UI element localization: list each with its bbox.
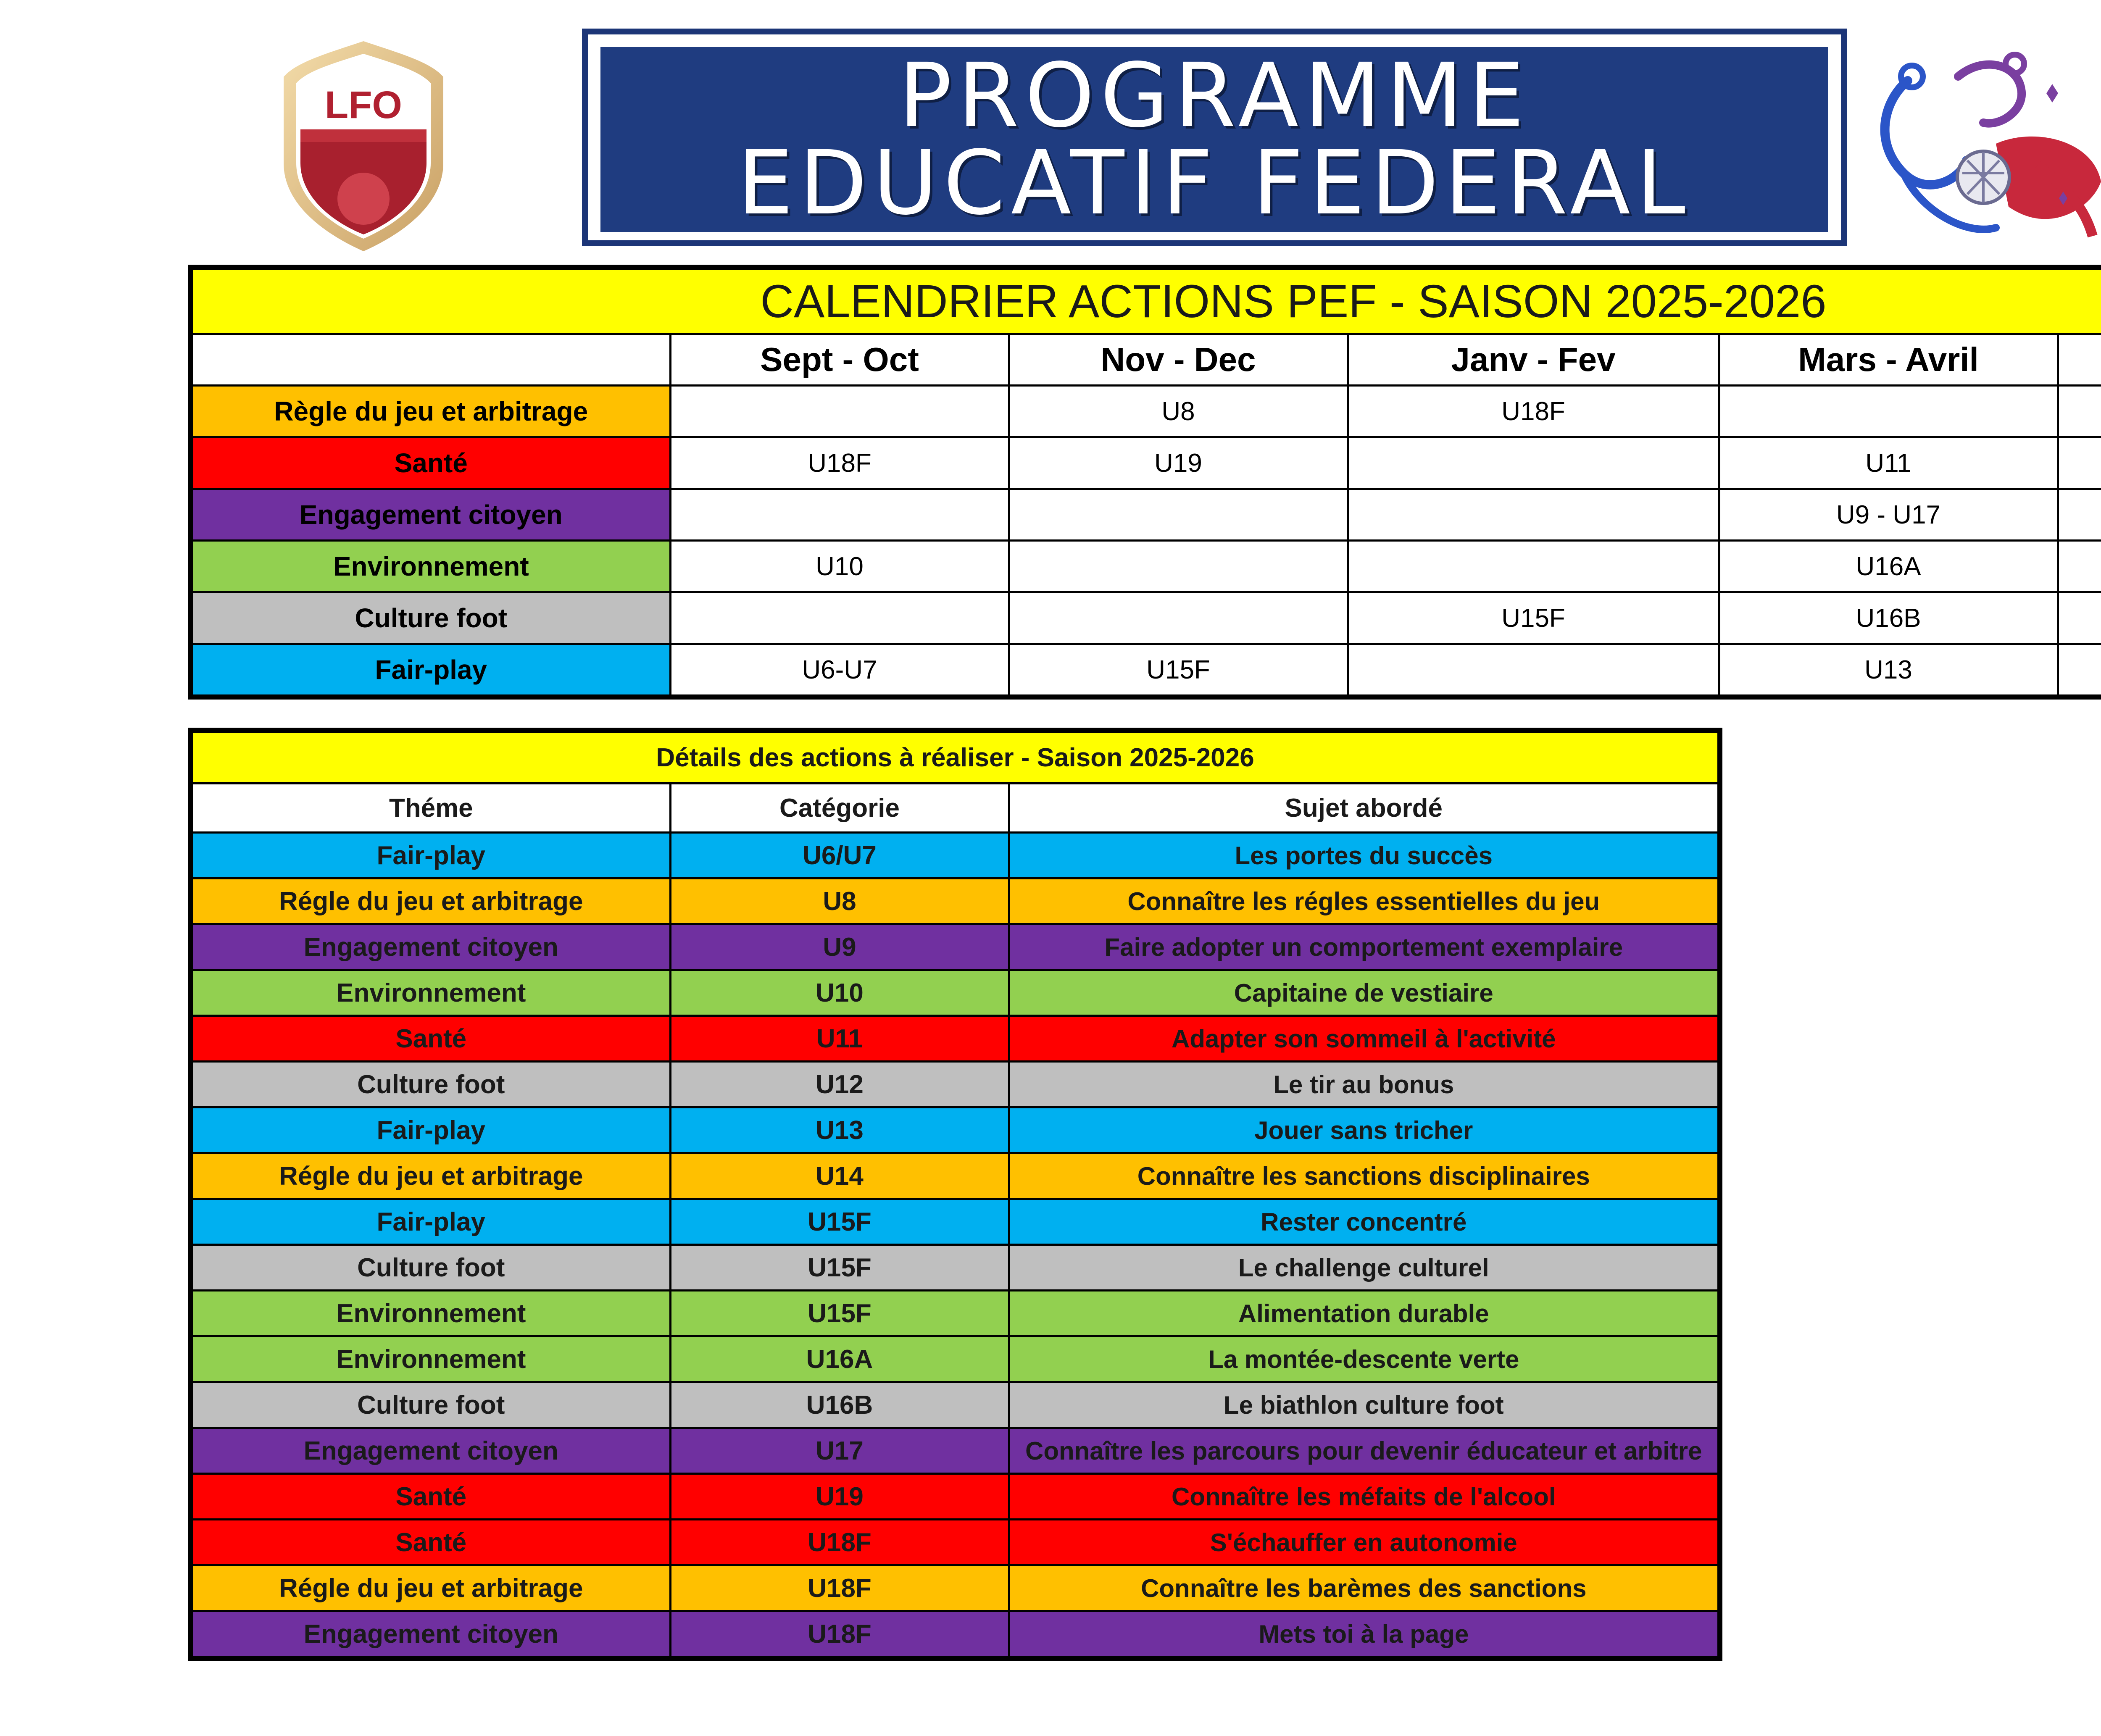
details-row [190, 879, 1720, 924]
calendar-cell: U8 [1009, 386, 1348, 437]
calendar-theme-cell: Environnement [190, 541, 670, 592]
details-row [190, 1153, 1720, 1199]
details-table [188, 728, 1722, 1661]
details-row [190, 1291, 1720, 1336]
details-subject-cell: Capitaine de vestiaire [1009, 970, 1720, 1016]
calendar-header-empty [190, 334, 670, 386]
details-row [190, 1336, 1720, 1382]
details-theme-cell: Santé [190, 1016, 670, 1062]
details-row [190, 1199, 1720, 1245]
details-subject-cell: Connaître les méfaits de l'alcool [1009, 1474, 1720, 1520]
calendar-header-row [190, 334, 2101, 386]
details-category-cell: U15F [670, 1291, 1009, 1336]
calendar-cell: U15F [1348, 592, 1719, 644]
calendar-cell: U16B [1719, 592, 2058, 644]
details-theme-cell: Fair-play [190, 833, 670, 879]
details-theme-cell: Fair-play [190, 1107, 670, 1153]
details-theme-cell: Engagement citoyen [190, 1611, 670, 1659]
calendar-cell [2058, 644, 2101, 697]
details-subject-cell: Connaître les sanctions disciplinaires [1009, 1153, 1720, 1199]
details-subject-cell: La montée-descente verte [1009, 1336, 1720, 1382]
calendar-theme-cell: Règle du jeu et arbitrage [190, 386, 670, 437]
calendar-cell: U18F [1348, 386, 1719, 437]
details-category-cell: U14 [670, 1153, 1009, 1199]
calendar-cell [1348, 541, 1719, 592]
details-subject-cell: Le tir au bonus [1009, 1062, 1720, 1107]
calendar-theme-cell: Fair-play [190, 644, 670, 697]
details-category-cell: U11 [670, 1016, 1009, 1062]
details-row [190, 1062, 1720, 1107]
calendar-table [188, 265, 2101, 700]
details-subject-cell: Rester concentré [1009, 1199, 1720, 1245]
details-theme-cell: Régle du jeu et arbitrage [190, 1565, 670, 1611]
details-category-cell: U19 [670, 1474, 1009, 1520]
details-header-row [190, 784, 1720, 833]
banner-title-line2: EDUCATIF FEDERAL [737, 132, 1691, 232]
period-header: Mars - Avril [1719, 334, 2058, 386]
calendar-cell [670, 592, 1009, 644]
details-subject-cell: S'échauffer en autonomie [1009, 1520, 1720, 1565]
calendar-cell [1719, 386, 2058, 437]
details-row [190, 1245, 1720, 1291]
calendar-title: CALENDRIER ACTIONS PEF - SAISON 2025-2026 [190, 267, 2101, 334]
details-row [190, 1107, 1720, 1153]
calendar-cell [670, 386, 1009, 437]
details-category-cell: U6/U7 [670, 833, 1009, 879]
calendar-row [190, 592, 2101, 644]
details-subject-cell: Adapter son sommeil à l'activité [1009, 1016, 1720, 1062]
calendar-cell: U16A [1719, 541, 2058, 592]
details-subject-cell: Les portes du succès [1009, 833, 1720, 879]
details-theme-cell: Environnement [190, 1336, 670, 1382]
calendar-cell: U15F [1009, 644, 1348, 697]
calendar-cell [2058, 437, 2101, 489]
details-row [190, 924, 1720, 970]
details-theme-cell: Engagement citoyen [190, 1428, 670, 1474]
details-subject-cell: Le challenge culturel [1009, 1245, 1720, 1291]
calendar-cell: U9 - U17 [1719, 489, 2058, 541]
lfo-logo [275, 37, 452, 255]
calendar-row [190, 386, 2101, 437]
details-category-cell: U10 [670, 970, 1009, 1016]
details-category-cell: U12 [670, 1062, 1009, 1107]
details-row [190, 1611, 1720, 1659]
program-banner [582, 29, 1847, 246]
calendar-row [190, 489, 2101, 541]
lfo-logo-text: LFO [325, 84, 402, 126]
details-subject-cell: Faire adopter un comportement exemplaire [1009, 924, 1720, 970]
details-subject-cell: Alimentation durable [1009, 1291, 1720, 1336]
calendar-cell: U18F [670, 437, 1009, 489]
details-row [190, 1565, 1720, 1611]
details-category-cell: U13 [670, 1107, 1009, 1153]
period-header: Sept - Oct [670, 334, 1009, 386]
calendar-row [190, 644, 2101, 697]
calendar-cell [1009, 489, 1348, 541]
details-row [190, 1428, 1720, 1474]
calendar-cell: U10 [670, 541, 1009, 592]
calendar-theme-cell: Engagement citoyen [190, 489, 670, 541]
details-category-cell: U8 [670, 879, 1009, 924]
details-category-cell: U16A [670, 1336, 1009, 1382]
details-header-theme: Théme [190, 784, 670, 833]
calendar-row [190, 541, 2101, 592]
period-header [2058, 334, 2101, 386]
calendar-cell [1348, 644, 1719, 697]
details-category-cell: U15F [670, 1245, 1009, 1291]
details-subject-cell: Connaître les régles essentielles du jeu [1009, 879, 1720, 924]
calendar-cell [670, 489, 1009, 541]
details-subject-cell: Jouer sans tricher [1009, 1107, 1720, 1153]
calendar-cell [1009, 592, 1348, 644]
details-subject-cell: Le biathlon culture foot [1009, 1382, 1720, 1428]
details-subject-cell: Connaître les barèmes des sanctions [1009, 1565, 1720, 1611]
details-theme-cell: Environnement [190, 970, 670, 1016]
details-row [190, 970, 1720, 1016]
details-theme-cell: Culture foot [190, 1062, 670, 1107]
details-category-cell: U16B [670, 1382, 1009, 1428]
calendar-cell [1009, 541, 1348, 592]
details-title: Détails des actions à réaliser - Saison 2025-2026 [190, 730, 1720, 784]
calendar-cell: U19 [1009, 437, 1348, 489]
details-theme-cell: Santé [190, 1474, 670, 1520]
details-header-subject: Sujet abordé [1009, 784, 1720, 833]
league-emblem-logo [1857, 39, 2101, 257]
details-subject-cell: Mets toi à la page [1009, 1611, 1720, 1659]
details-theme-cell: Engagement citoyen [190, 924, 670, 970]
details-theme-cell: Régle du jeu et arbitrage [190, 879, 670, 924]
calendar-cell [2058, 541, 2101, 592]
details-category-cell: U18F [670, 1611, 1009, 1659]
details-theme-cell: Environnement [190, 1291, 670, 1336]
calendar-cell [2058, 592, 2101, 644]
details-category-cell: U15F [670, 1199, 1009, 1245]
details-row [190, 1474, 1720, 1520]
details-row [190, 1382, 1720, 1428]
calendar-cell [2058, 489, 2101, 541]
details-category-cell: U18F [670, 1565, 1009, 1611]
calendar-cell: U6-U7 [670, 644, 1009, 697]
calendar-cell [1348, 437, 1719, 489]
calendar-cell [2058, 386, 2101, 437]
banner-title-line1: PROGRAMME [898, 47, 1530, 147]
details-theme-cell: Régle du jeu et arbitrage [190, 1153, 670, 1199]
calendar-theme-cell: Santé [190, 437, 670, 489]
details-theme-cell: Santé [190, 1520, 670, 1565]
calendar-cell: U11 [1719, 437, 2058, 489]
details-category-cell: U9 [670, 924, 1009, 970]
calendar-cell: U13 [1719, 644, 2058, 697]
details-row [190, 833, 1720, 879]
period-header: Nov - Dec [1009, 334, 1348, 386]
details-category-cell: U17 [670, 1428, 1009, 1474]
details-row [190, 1520, 1720, 1565]
calendar-row [190, 437, 2101, 489]
details-row [190, 1016, 1720, 1062]
details-subject-cell: Connaître les parcours pour devenir éducateur et arbitre [1009, 1428, 1720, 1474]
period-header: Janv - Fev [1348, 334, 1719, 386]
details-theme-cell: Culture foot [190, 1245, 670, 1291]
details-header-category: Catégorie [670, 784, 1009, 833]
details-category-cell: U18F [670, 1520, 1009, 1565]
details-theme-cell: Fair-play [190, 1199, 670, 1245]
details-theme-cell: Culture foot [190, 1382, 670, 1428]
calendar-theme-cell: Culture foot [190, 592, 670, 644]
calendar-cell [1348, 489, 1719, 541]
